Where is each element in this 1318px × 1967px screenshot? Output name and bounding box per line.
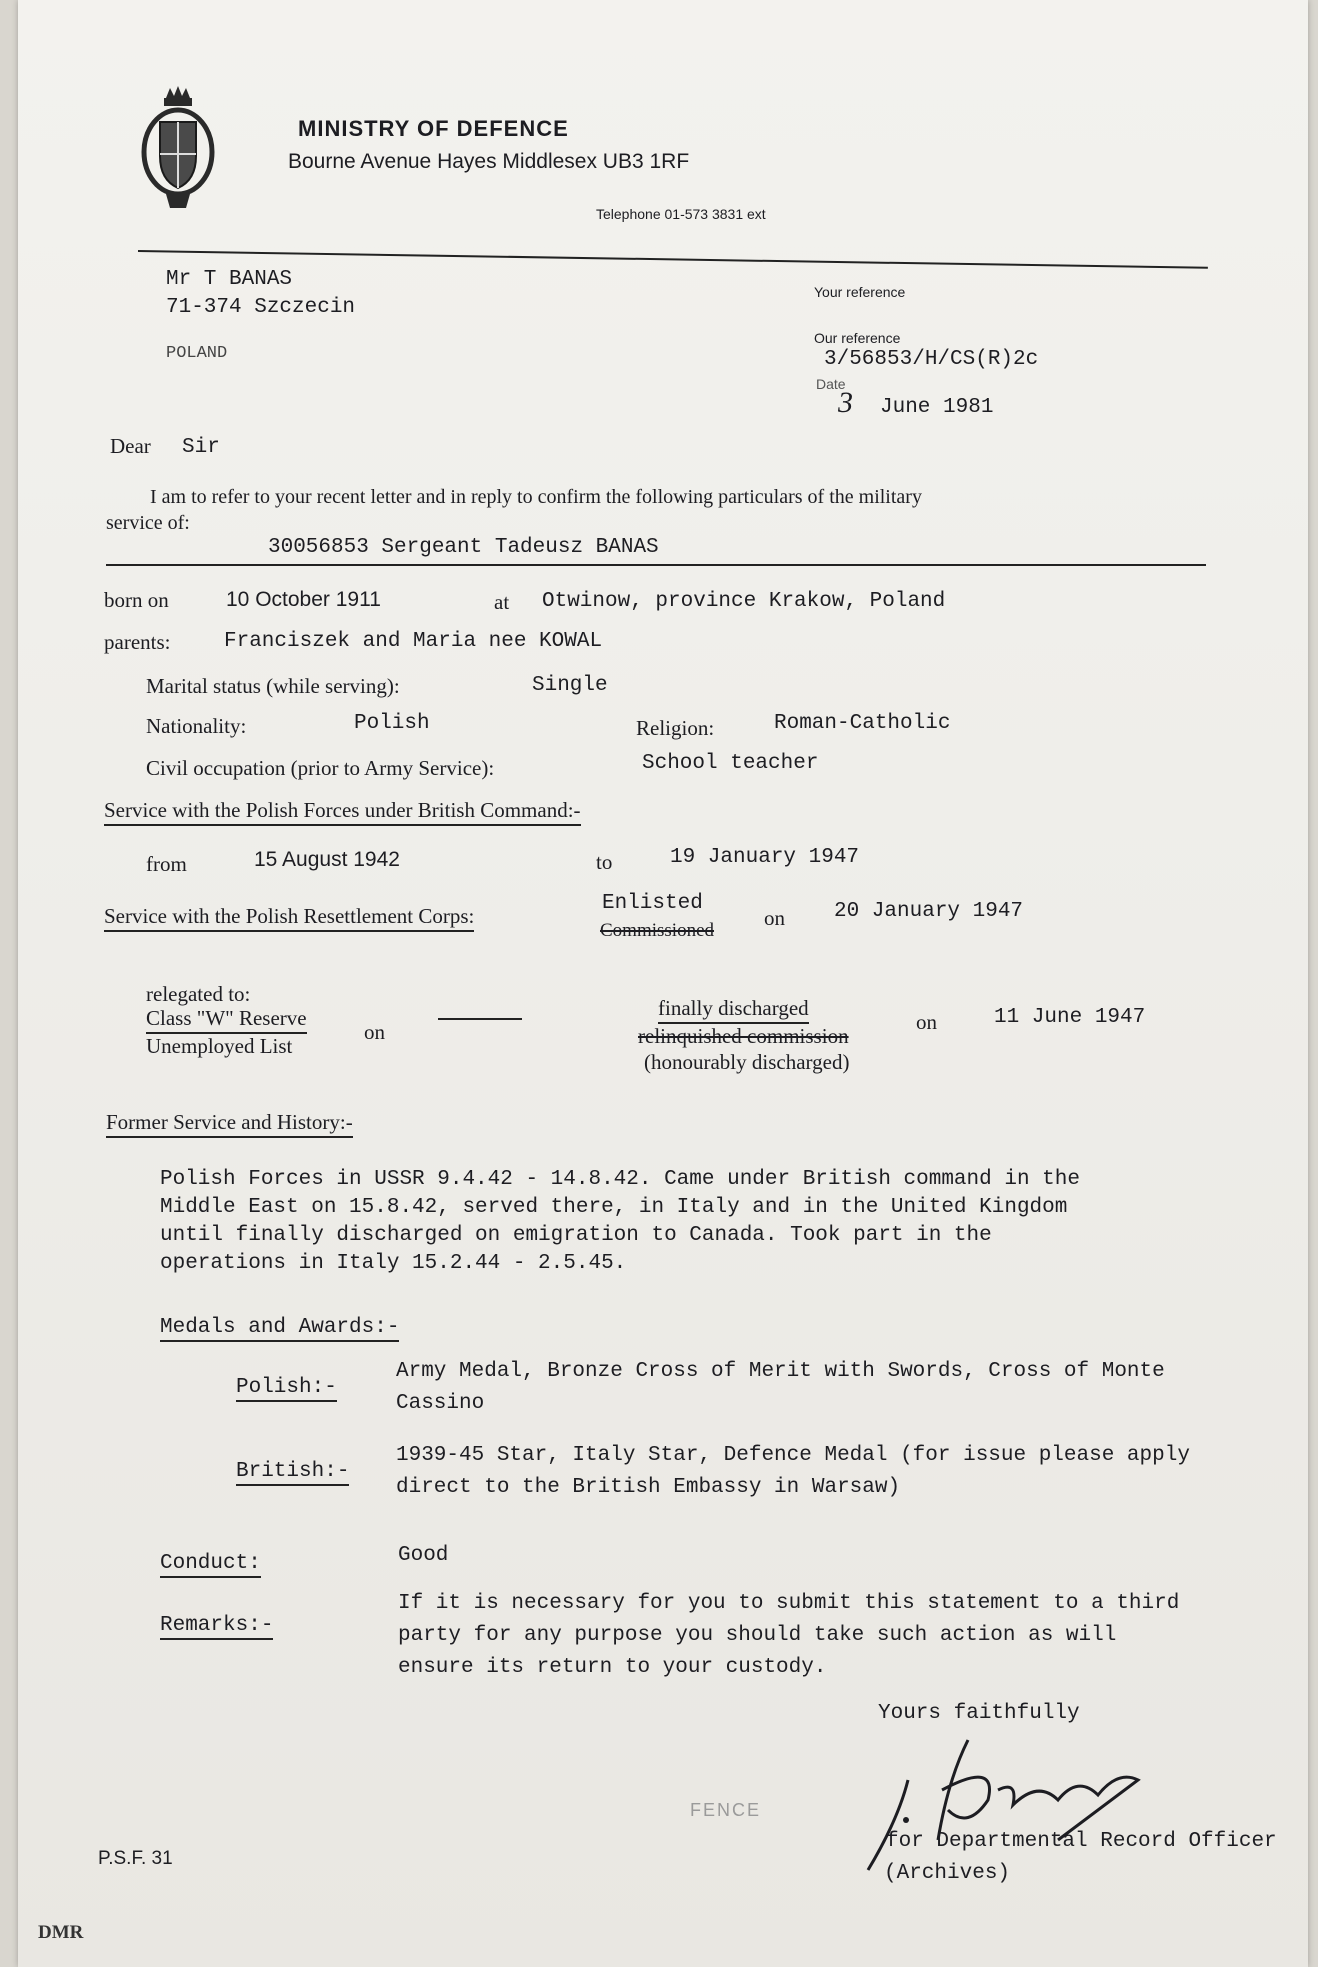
yours-faithfully: Yours faithfully — [878, 1702, 1080, 1725]
salutation-sir: Sir — [182, 436, 220, 459]
occupation-label: Civil occupation (prior to Army Service): — [146, 756, 495, 780]
commissioned-struck: Commissioned — [600, 920, 715, 941]
service-subject: 30056853 Sergeant Tadeusz BANAS — [268, 536, 659, 559]
relegation-on-label: on — [364, 1020, 385, 1044]
organization-address: Bourne Avenue Hayes Middlesex UB3 1RF — [288, 150, 690, 173]
discharge-on-label: on — [916, 1010, 937, 1034]
born-on-value: 10 October 1911 — [226, 588, 381, 611]
relegated-label: relegated to: — [146, 982, 251, 1006]
discharge-date: 11 June 1947 — [994, 1006, 1146, 1029]
intro-line2: service of: — [106, 512, 190, 534]
british-medals-line1: 1939-45 Star, Italy Star, Defence Medal (for issue please apply — [396, 1444, 1190, 1467]
history-heading: Former Service and History:- — [106, 1110, 353, 1138]
nationality-value: Polish — [354, 712, 430, 735]
medals-heading: Medals and Awards:- — [160, 1316, 399, 1342]
to-label: to — [596, 850, 613, 874]
birthplace: Otwinow, province Krakow, Poland — [542, 590, 946, 613]
remarks-line3: ensure its return to your custody. — [398, 1656, 827, 1679]
subject-rule — [106, 564, 1206, 566]
polish-medals-label: Polish:- — [236, 1376, 337, 1402]
history-line3: until finally discharged on emigration to Canada. Took part in the — [160, 1224, 992, 1247]
recipient-country: POLAND — [166, 344, 228, 363]
your-reference-label: Your reference — [814, 284, 906, 300]
date-label: Date — [816, 376, 846, 392]
history-line4: operations in Italy 15.2.44 - 2.5.45. — [160, 1252, 627, 1275]
nationality-label: Nationality: — [146, 714, 247, 738]
telephone: Telephone 01-573 3831 ext — [596, 206, 766, 222]
signatory-title: for Departmental Record Officer — [886, 1830, 1277, 1853]
date-rest: June 1981 — [880, 396, 994, 419]
our-reference-label: Our reference — [814, 330, 901, 346]
our-reference: 3/56853/H/CS(R)2c — [824, 348, 1039, 371]
dmr-mark: DMR — [38, 1922, 84, 1943]
from-label: from — [146, 852, 187, 876]
remarks-label: Remarks:- — [160, 1614, 273, 1640]
honourably-discharged: (honourably discharged) — [644, 1050, 850, 1074]
occupation-value: School teacher — [642, 752, 819, 775]
born-on-label: born on — [104, 588, 169, 612]
resettlement-date: 20 January 1947 — [834, 900, 1024, 923]
royal-crest-icon — [138, 84, 218, 214]
british-medals-label: British:- — [236, 1460, 349, 1486]
signatory-archives: (Archives) — [884, 1862, 1011, 1885]
polish-medals-line1: Army Medal, Bronze Cross of Merit with Swords, Cross of Monte — [396, 1360, 1165, 1383]
finally-discharged: finally discharged — [658, 996, 809, 1024]
marital-label: Marital status (while serving): — [146, 674, 400, 698]
date-day: 3 — [838, 386, 853, 419]
religion-label: Religion: — [636, 716, 715, 740]
relinquished-struck: relinquished commission — [638, 1024, 849, 1048]
polish-medals-line2: Cassino — [396, 1392, 485, 1415]
class-w-reserve: Class "W" Reserve — [146, 1006, 307, 1034]
unemployed-list: Unemployed List — [146, 1034, 293, 1058]
header-rule — [138, 250, 1208, 269]
organization-name: MINISTRY OF DEFENCE — [298, 116, 569, 141]
parents-label: parents: — [104, 630, 171, 654]
intro-line1: I am to refer to your recent letter and in reply to confirm the following particulars of the military — [150, 486, 922, 508]
history-line2: Middle East on 15.8.42, served there, in Italy and in the United Kingdom — [160, 1196, 1068, 1219]
faded-stamp: FENCE — [690, 1800, 762, 1820]
resettlement-label: Service with the Polish Resettlement Corps: — [104, 904, 474, 932]
signature-icon — [838, 1720, 1178, 1880]
remarks-line2: party for any purpose you should take such action as will — [398, 1624, 1117, 1647]
form-number: P.S.F. 31 — [98, 1848, 173, 1869]
religion-value: Roman-Catholic — [774, 712, 951, 735]
remarks-line1: If it is necessary for you to submit this statement to a third — [398, 1592, 1180, 1615]
enlisted-text: Enlisted — [602, 892, 703, 915]
salutation-dear: Dear — [110, 434, 151, 458]
parents-value: Franciszek and Maria nee KOWAL — [224, 630, 603, 653]
british-medals-line2: direct to the British Embassy in Warsaw) — [396, 1476, 901, 1499]
resettlement-on-label: on — [764, 906, 785, 930]
to-date: 19 January 1947 — [670, 846, 860, 869]
conduct-value: Good — [398, 1544, 449, 1567]
conduct-label: Conduct: — [160, 1552, 261, 1578]
letter-page — [18, 0, 1308, 1967]
recipient-name: Mr T BANAS — [166, 268, 293, 291]
marital-value: Single — [532, 674, 608, 697]
at-label: at — [494, 590, 510, 614]
from-date: 15 August 1942 — [254, 848, 400, 871]
polish-forces-heading: Service with the Polish Forces under British Command:- — [104, 798, 581, 826]
history-line1: Polish Forces in USSR 9.4.42 - 14.8.42. Came under British command in the — [160, 1168, 1080, 1191]
recipient-city: 71-374 Szczecin — [166, 296, 356, 319]
relegation-dash — [438, 1018, 522, 1020]
